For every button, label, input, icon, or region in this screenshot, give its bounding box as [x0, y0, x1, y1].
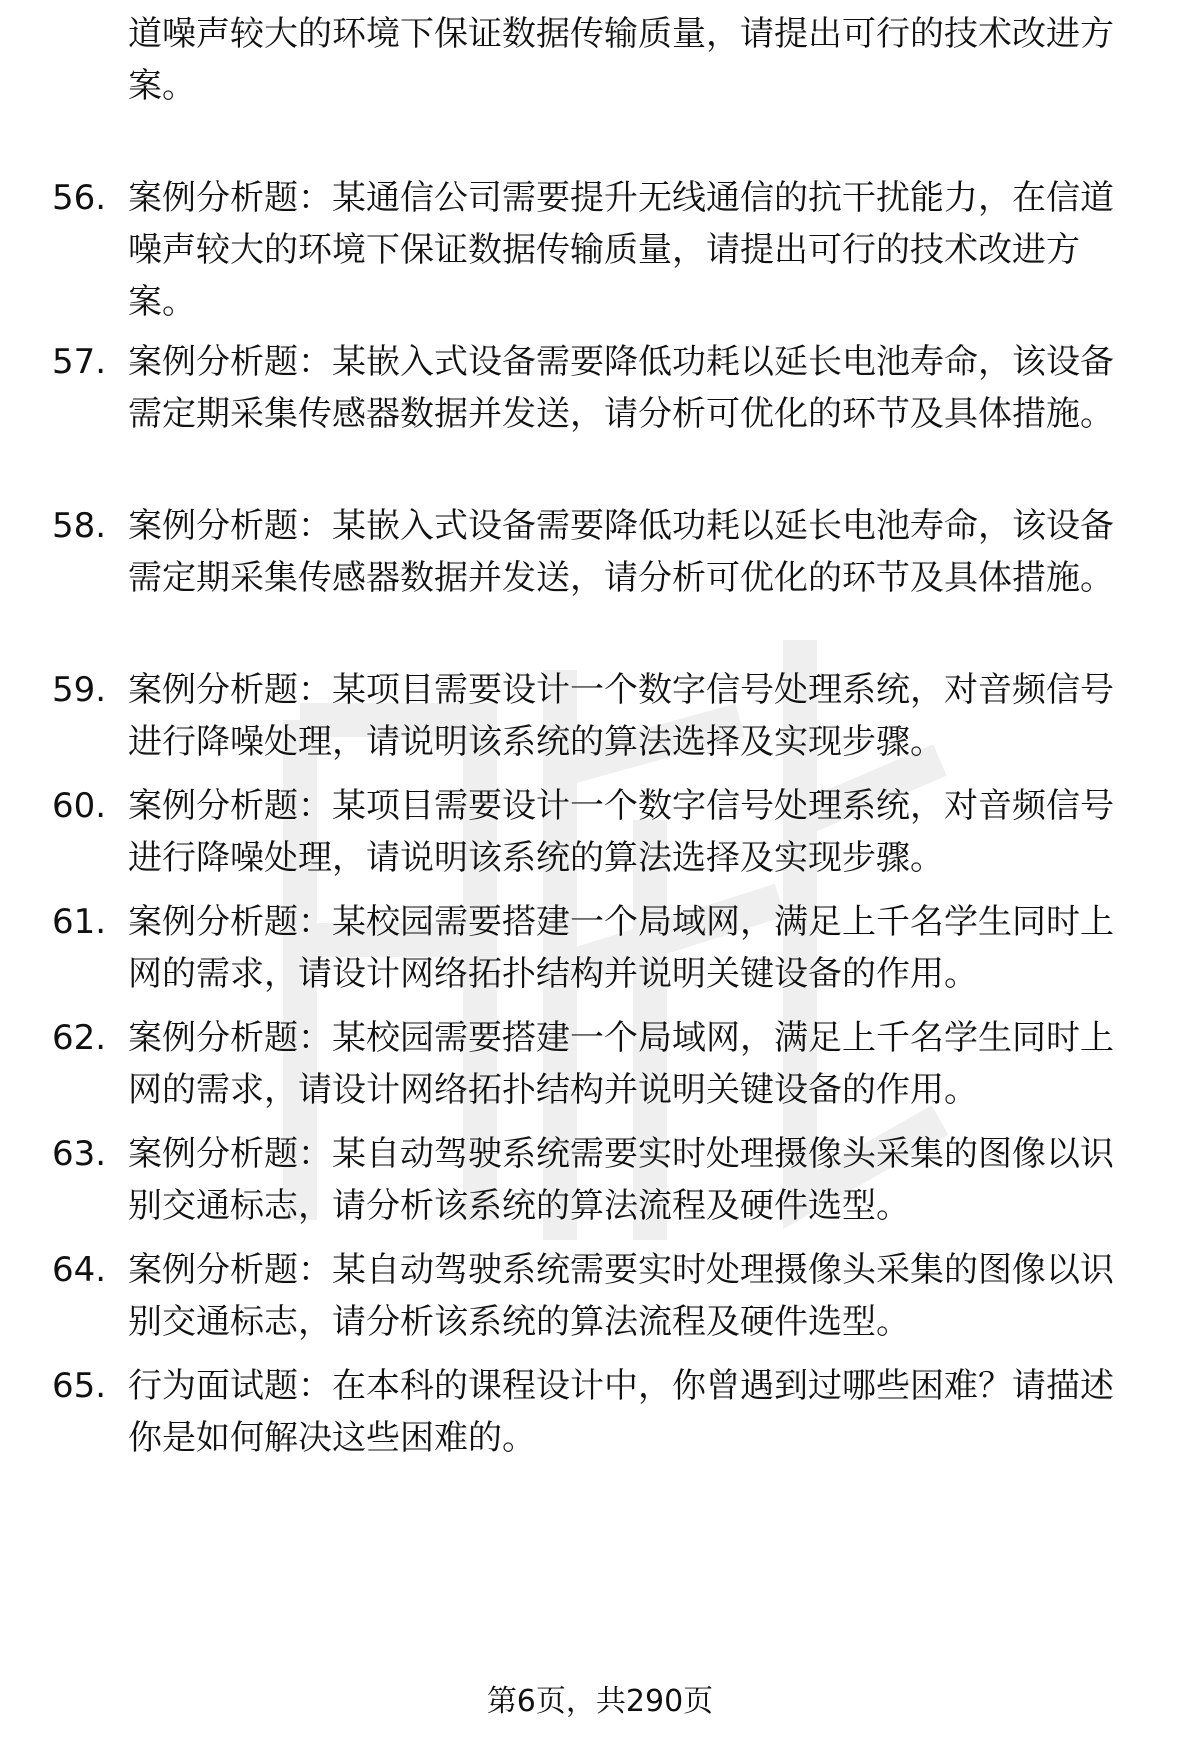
question-number: 60.	[52, 786, 107, 826]
question-text: 案例分析题：某嵌入式设备需要降低功耗以延长电池寿命，该设备需定期采集传感器数据并发送，请分析可优化的环节及具体措施。	[128, 506, 1114, 598]
question-number: 59.	[52, 670, 107, 710]
question-number: 64.	[52, 1250, 107, 1290]
question-text: 案例分析题：某校园需要搭建一个局域网，满足上千名学生同时上网的需求，请设计网络拓扑结构并说明关键设备的作用。	[128, 902, 1114, 994]
question-text: 案例分析题：某校园需要搭建一个局域网，满足上千名学生同时上网的需求，请设计网络拓扑结构并说明关键设备的作用。	[128, 1018, 1114, 1110]
question-number: 61.	[52, 902, 107, 942]
page-footer: 第6页，共290页	[486, 1684, 714, 1719]
question-text: 行为面试题：在本科的课程设计中，你曾遇到过哪些困难？请描述你是如何解决这些困难的。	[128, 1366, 1114, 1458]
continuation-text: 道噪声较大的环境下保证数据传输质量，请提出可行的技术改进方案。	[128, 14, 1114, 106]
question-number: 65.	[52, 1366, 107, 1406]
question-text: 案例分析题：某自动驾驶系统需要实时处理摄像头采集的图像以识别交通标志，请分析该系统的算法流程及硬件选型。	[128, 1134, 1114, 1226]
question-text: 案例分析题：某项目需要设计一个数字信号处理系统，对音频信号进行降噪处理，请说明该系统的算法选择及实现步骤。	[128, 786, 1114, 878]
question-number: 63.	[52, 1134, 107, 1174]
question-number: 62.	[52, 1018, 107, 1058]
question-number: 57.	[52, 342, 107, 382]
question-number: 56.	[52, 178, 107, 218]
question-text: 案例分析题：某嵌入式设备需要降低功耗以延长电池寿命，该设备需定期采集传感器数据并发送，请分析可优化的环节及具体措施。	[128, 342, 1114, 434]
question-text: 案例分析题：某自动驾驶系统需要实时处理摄像头采集的图像以识别交通标志，请分析该系统的算法流程及硬件选型。	[128, 1250, 1114, 1342]
question-number: 58.	[52, 506, 107, 546]
question-text: 案例分析题：某项目需要设计一个数字信号处理系统，对音频信号进行降噪处理，请说明该系统的算法选择及实现步骤。	[128, 670, 1114, 762]
question-text: 案例分析题：某通信公司需要提升无线通信的抗干扰能力，在信道噪声较大的环境下保证数据传输质量，请提出可行的技术改进方案。	[128, 178, 1114, 322]
